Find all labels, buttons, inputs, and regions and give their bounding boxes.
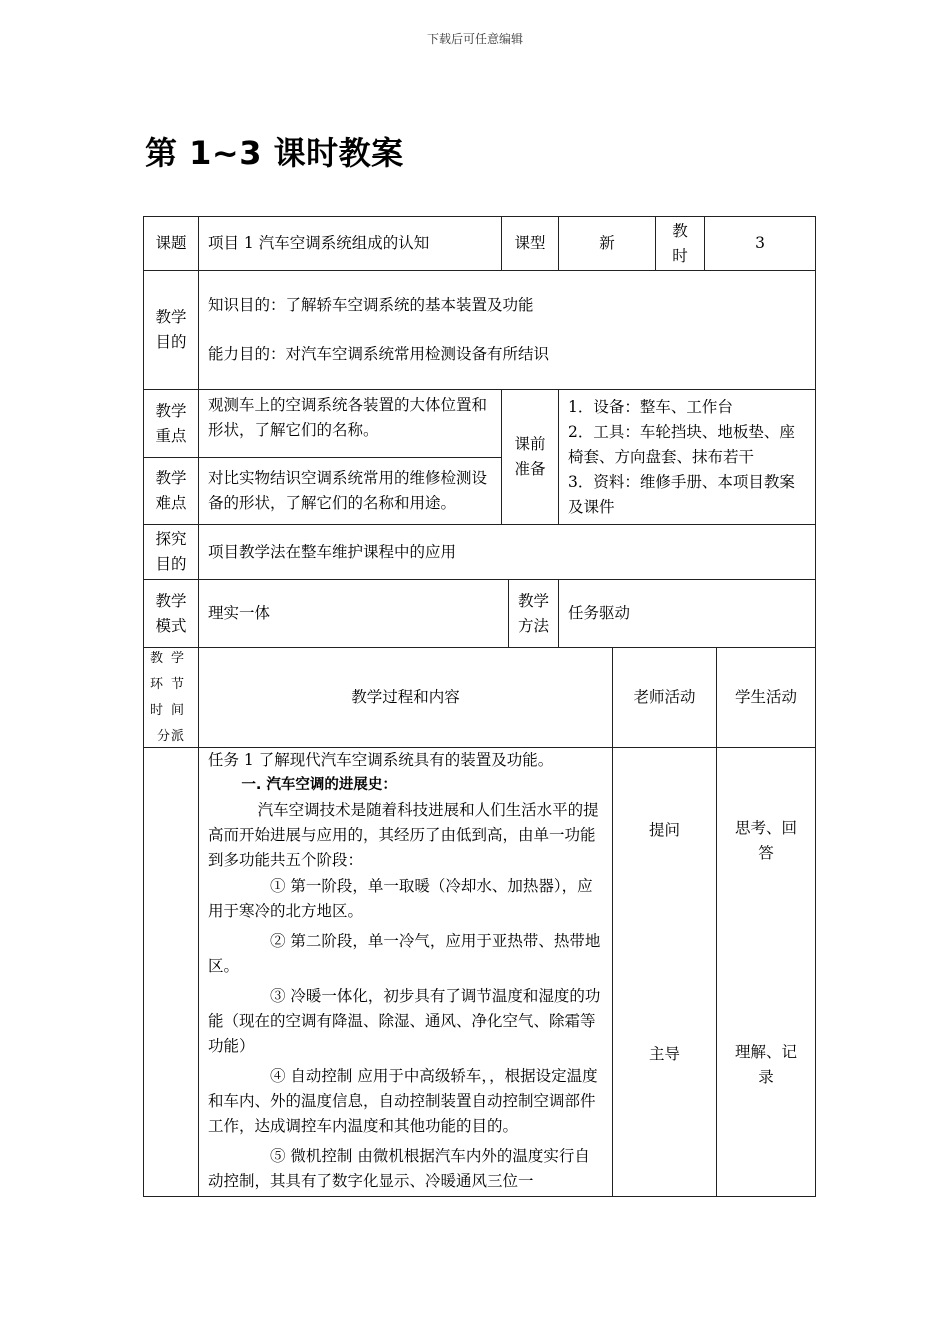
method-label [508,579,559,648]
student-activity-cell [716,747,816,1197]
type-value-text: 新 [599,234,615,252]
time-label-line-3: 时间 [149,702,192,718]
teacher-activity-cell [612,747,717,1197]
method-value-text: 任务驱动 [568,604,631,622]
explore-text: 项目教学法在整车维护课程中的应用 [208,542,457,561]
hours-value-text: 3 [755,234,765,252]
time-label-line-2: 环节 [149,676,192,692]
explore-label-line-2: 目的 [155,555,187,573]
time-allocation-label [143,647,199,748]
student-activity-1: 思考、回答 [734,819,797,862]
topic-value-text: 项目 1 汽车空调系统组成的认知 [208,234,430,252]
difficulty-label-line-2: 难点 [155,494,187,512]
key-point-label-line-1: 教学 [155,401,187,420]
stage-2: ② 第二阶段，单一冷气，应用于亚热带、热带地区。 [208,932,601,975]
task-heading: 任务 1 了解现代汽车空调系统具有的装置及功能。 [208,751,554,769]
mode-label [143,579,199,648]
explore-content [198,524,816,580]
difficulty-label-line-1: 教学 [155,469,187,487]
teacher-activity-2: 主导 [648,1045,680,1063]
ability-objective: 能力目的：对汽车空调系统常用检测设备有所结识 [208,345,550,363]
document-title: 第 1~3 课时教案 [145,134,404,172]
time-label-line-4: 分派 [156,728,185,744]
prep-tools: 2．工具：车轮挡块、地板垫、座椅套、方向盘套、抹布若干 [568,423,795,466]
stage-3: ③ 冷暖一体化，初步具有了调节温度和湿度的功能（现在的空调有降温、除湿、通风、净化空气、除霜等功能） [208,987,601,1055]
prep-materials: 3．资料：维修手册、本项目教案及课件 [568,473,795,516]
topic-value [198,216,502,271]
teacher-activity-header-text: 老师活动 [633,688,696,706]
hours-label [655,216,705,271]
topic-label [143,216,199,271]
stage-5: ⑤ 微机控制 由微机根据汽车内外的温度实行自动控制，其具有了数字化显示、冷暖通风三位一 [208,1147,590,1190]
objective-content [198,270,816,390]
hours-label-line-2: 时 [672,246,688,265]
process-content-header [198,647,613,748]
history-intro: 汽车空调技术是随着科技进展和人们生活水平的提高而开始进展与应用的，其经历了由低到高，由单一功能到多功能共五个阶段： [208,801,599,869]
student-activity-header-text: 学生活动 [734,688,797,706]
difficulty-label [143,457,199,525]
process-content-header-text: 教学过程和内容 [351,688,460,706]
student-activity-2: 理解、记录 [734,1043,797,1086]
topic-label-text: 课题 [155,234,187,252]
knowledge-objective: 知识目的：了解轿车空调系统的基本装置及功能 [208,296,534,314]
header-note: 下载后可任意编辑 [426,32,523,46]
hours-label-line-1: 教 [672,221,688,240]
objective-label [143,270,199,390]
prep-label-line-1: 课前 [514,435,546,453]
stage-4: ④ 自动控制 应用于中高级轿车，，根据设定温度和车内、外的温度信息，自动控制装置自动控制空调部件工作，达成调控车内温度和其他功能的目的。 [208,1067,598,1135]
teacher-activity-header [612,647,717,748]
mode-label-line-1: 教学 [155,591,187,610]
prep-content [558,389,816,525]
method-label-line-1: 教学 [517,591,549,610]
teacher-activity-1: 提问 [648,821,680,839]
difficulty-content: 对比实物结识空调系统常用的维修检测设备的形状，了解它们的名称和用途。 [198,457,502,525]
method-label-line-2: 方法 [517,616,549,635]
prep-equipment: 1．设备：整车、工作台 [568,398,733,416]
type-label-text: 课型 [514,234,546,252]
key-point-label [143,389,199,458]
prep-label [501,389,559,525]
type-label [501,216,559,271]
time-allocation-cell [143,747,199,1197]
mode-value [198,579,509,648]
key-point-label-line-2: 重点 [155,426,187,445]
hours-value [704,216,816,271]
mode-value-text: 理实一体 [208,604,271,622]
type-value [558,216,656,271]
stage-1: ① 第一阶段，单一取暖（冷却水、加热器），应用于寒冷的北方地区。 [208,877,593,920]
section-heading: 一. 汽车空调的进展史： [241,777,397,793]
process-content [198,747,613,1197]
objective-label-line-1: 教学 [155,308,187,326]
prep-label-line-2: 准备 [514,460,546,478]
explore-label-line-1: 探究 [155,530,187,548]
time-label-line-1: 教学 [149,650,192,666]
mode-label-line-2: 模式 [155,616,187,635]
key-point-content: 观测车上的空调系统各装置的大体位置和形状，了解它们的名称。 [198,389,502,458]
student-activity-header [716,647,816,748]
explore-label [143,524,199,580]
method-value [558,579,816,648]
objective-label-line-2: 目的 [155,333,187,351]
